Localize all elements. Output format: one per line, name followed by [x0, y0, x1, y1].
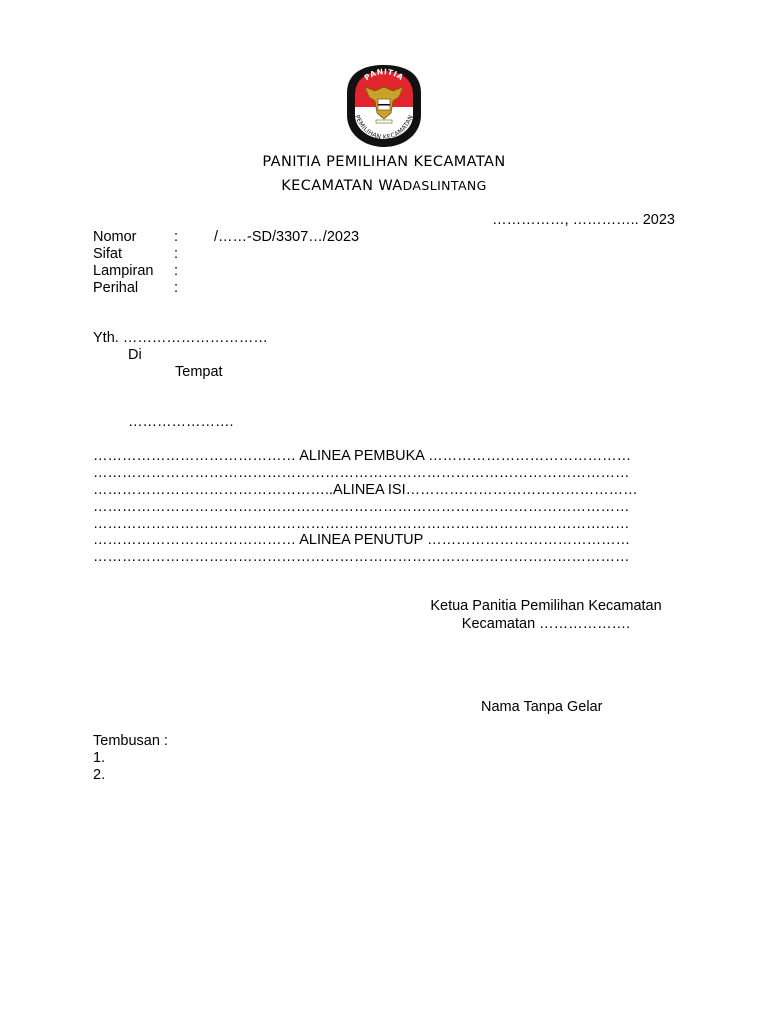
- signature-title: Ketua Panitia Pemilihan Kecamatan: [430, 598, 662, 614]
- meta-row-nomor: [93, 229, 493, 246]
- header-line-1: PANITIA PEMILIHAN KECAMATAN: [262, 154, 506, 170]
- body-line-isi: …………………………………………..ALINEA ISI…………………………………………: [93, 482, 638, 498]
- header-line-2-smallcaps: DASLINTANG: [402, 178, 487, 193]
- body-line-pembuka: …………………………………… ALINEA PEMBUKA ……………………………………: [93, 448, 632, 464]
- meta-colon: :: [174, 263, 179, 279]
- meta-label: Nomor: [93, 229, 137, 245]
- meta-label: Lampiran: [93, 263, 154, 279]
- recipient-yth: Yth. …………………………: [93, 330, 268, 346]
- cc-item-1: 1.: [93, 750, 106, 766]
- meta-colon: :: [174, 280, 179, 296]
- meta-value: /……-SD/3307…/2023: [214, 229, 360, 245]
- meta-colon: :: [174, 229, 179, 245]
- meta-row-lampiran: [93, 263, 493, 280]
- body-line: …………………………………………………………………………………………………: [93, 465, 630, 481]
- header-line-2-prefix: KECAMATAN WA: [281, 178, 403, 194]
- meta-label: Sifat: [93, 246, 123, 262]
- recipient-tempat: Tempat: [175, 364, 223, 380]
- cc-label: Tembusan :: [93, 733, 168, 749]
- body-line: …………………………………………………………………………………………………: [93, 549, 630, 565]
- logo-top-text: PANITIA: [362, 66, 406, 83]
- recipient-placeholder: ………………….: [128, 414, 234, 430]
- body-line: …………………………………………………………………………………………………: [93, 499, 630, 515]
- body-line: …………………………………………………………………………………………………: [93, 516, 630, 532]
- meta-colon: :: [174, 246, 179, 262]
- meta-row-sifat: [93, 246, 493, 263]
- signature-name: Nama Tanpa Gelar: [481, 699, 603, 715]
- header-line-2: [0, 178, 768, 194]
- logo-bottom-text: PEMILIHAN KECAMATAN: [353, 114, 415, 142]
- signature-district: Kecamatan ……………….: [461, 616, 631, 632]
- meta-row-perihal: [93, 280, 493, 297]
- meta-label: Perihal: [93, 280, 139, 296]
- recipient-di: Di: [128, 347, 142, 363]
- kpu-logo: [345, 63, 423, 149]
- body-line-penutup: …………………………………… ALINEA PENUTUP ……………………………………: [93, 532, 631, 548]
- date-line: ……………, ………….. 2023: [492, 212, 675, 228]
- cc-item-2: 2.: [93, 767, 106, 783]
